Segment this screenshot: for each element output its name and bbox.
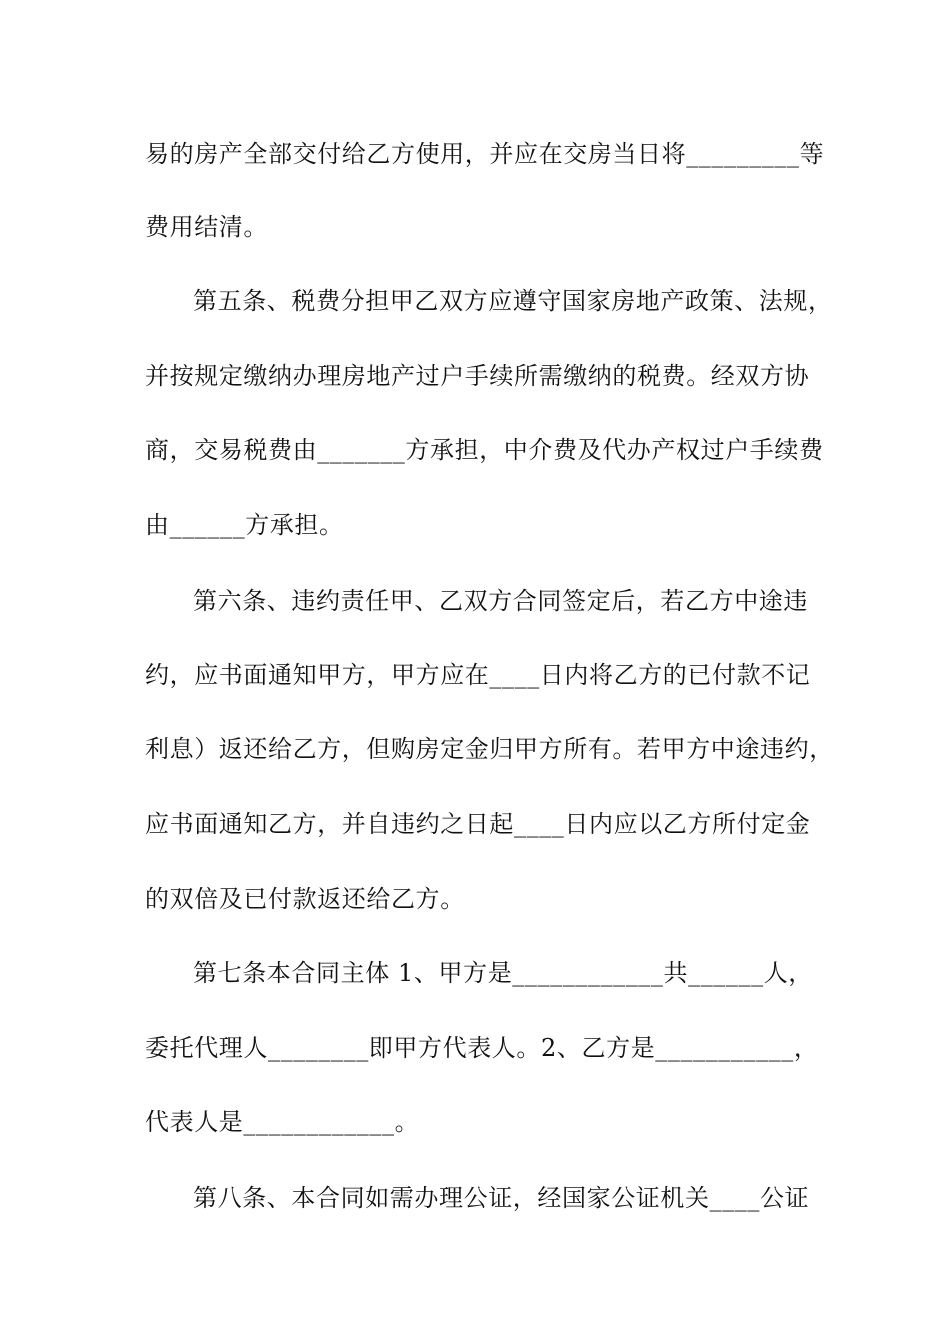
text-line: 商，交易税费由_______方承担，中介费及代办产权过户手续费 xyxy=(145,436,824,464)
paragraph-start-line: 第六条、违约责任甲、乙双方合同签定后，若乙方中途违 xyxy=(193,587,808,615)
paragraph-start-line: 第八条、本合同如需办理公证，经国家公证机关____公证 xyxy=(193,1184,810,1212)
paragraph-start-line: 第七条本合同主体 1、甲方是____________共______人， xyxy=(193,959,813,987)
text-line: 委托代理人________即甲方代表人。2、乙方是___________， xyxy=(145,1034,819,1062)
text-line: 的双倍及已付款返还给乙方。 xyxy=(145,885,465,913)
text-line: 应书面通知乙方，并自违约之日起____日内应以乙方所付定金 xyxy=(145,810,811,838)
text-line: 利息）返还给乙方，但购房定金归甲方所有。若甲方中途违约， xyxy=(145,735,834,763)
text-line: 约，应书面通知甲方，甲方应在____日内将乙方的已付款不记 xyxy=(145,661,811,689)
paragraph-start-line: 第五条、税费分担甲乙双方应遵守国家房地产政策、法规， xyxy=(193,287,833,315)
text-line: 由______方承担。 xyxy=(145,511,344,539)
text-line: 并按规定缴纳办理房地产过户手续所需缴纳的税费。经双方协 xyxy=(145,362,810,390)
text-line: 代表人是____________。 xyxy=(145,1108,420,1136)
text-line: 易的房产全部交付给乙方使用，并应在交房当日将_________等 xyxy=(145,140,825,168)
text-line: 费用结清。 xyxy=(145,213,268,241)
